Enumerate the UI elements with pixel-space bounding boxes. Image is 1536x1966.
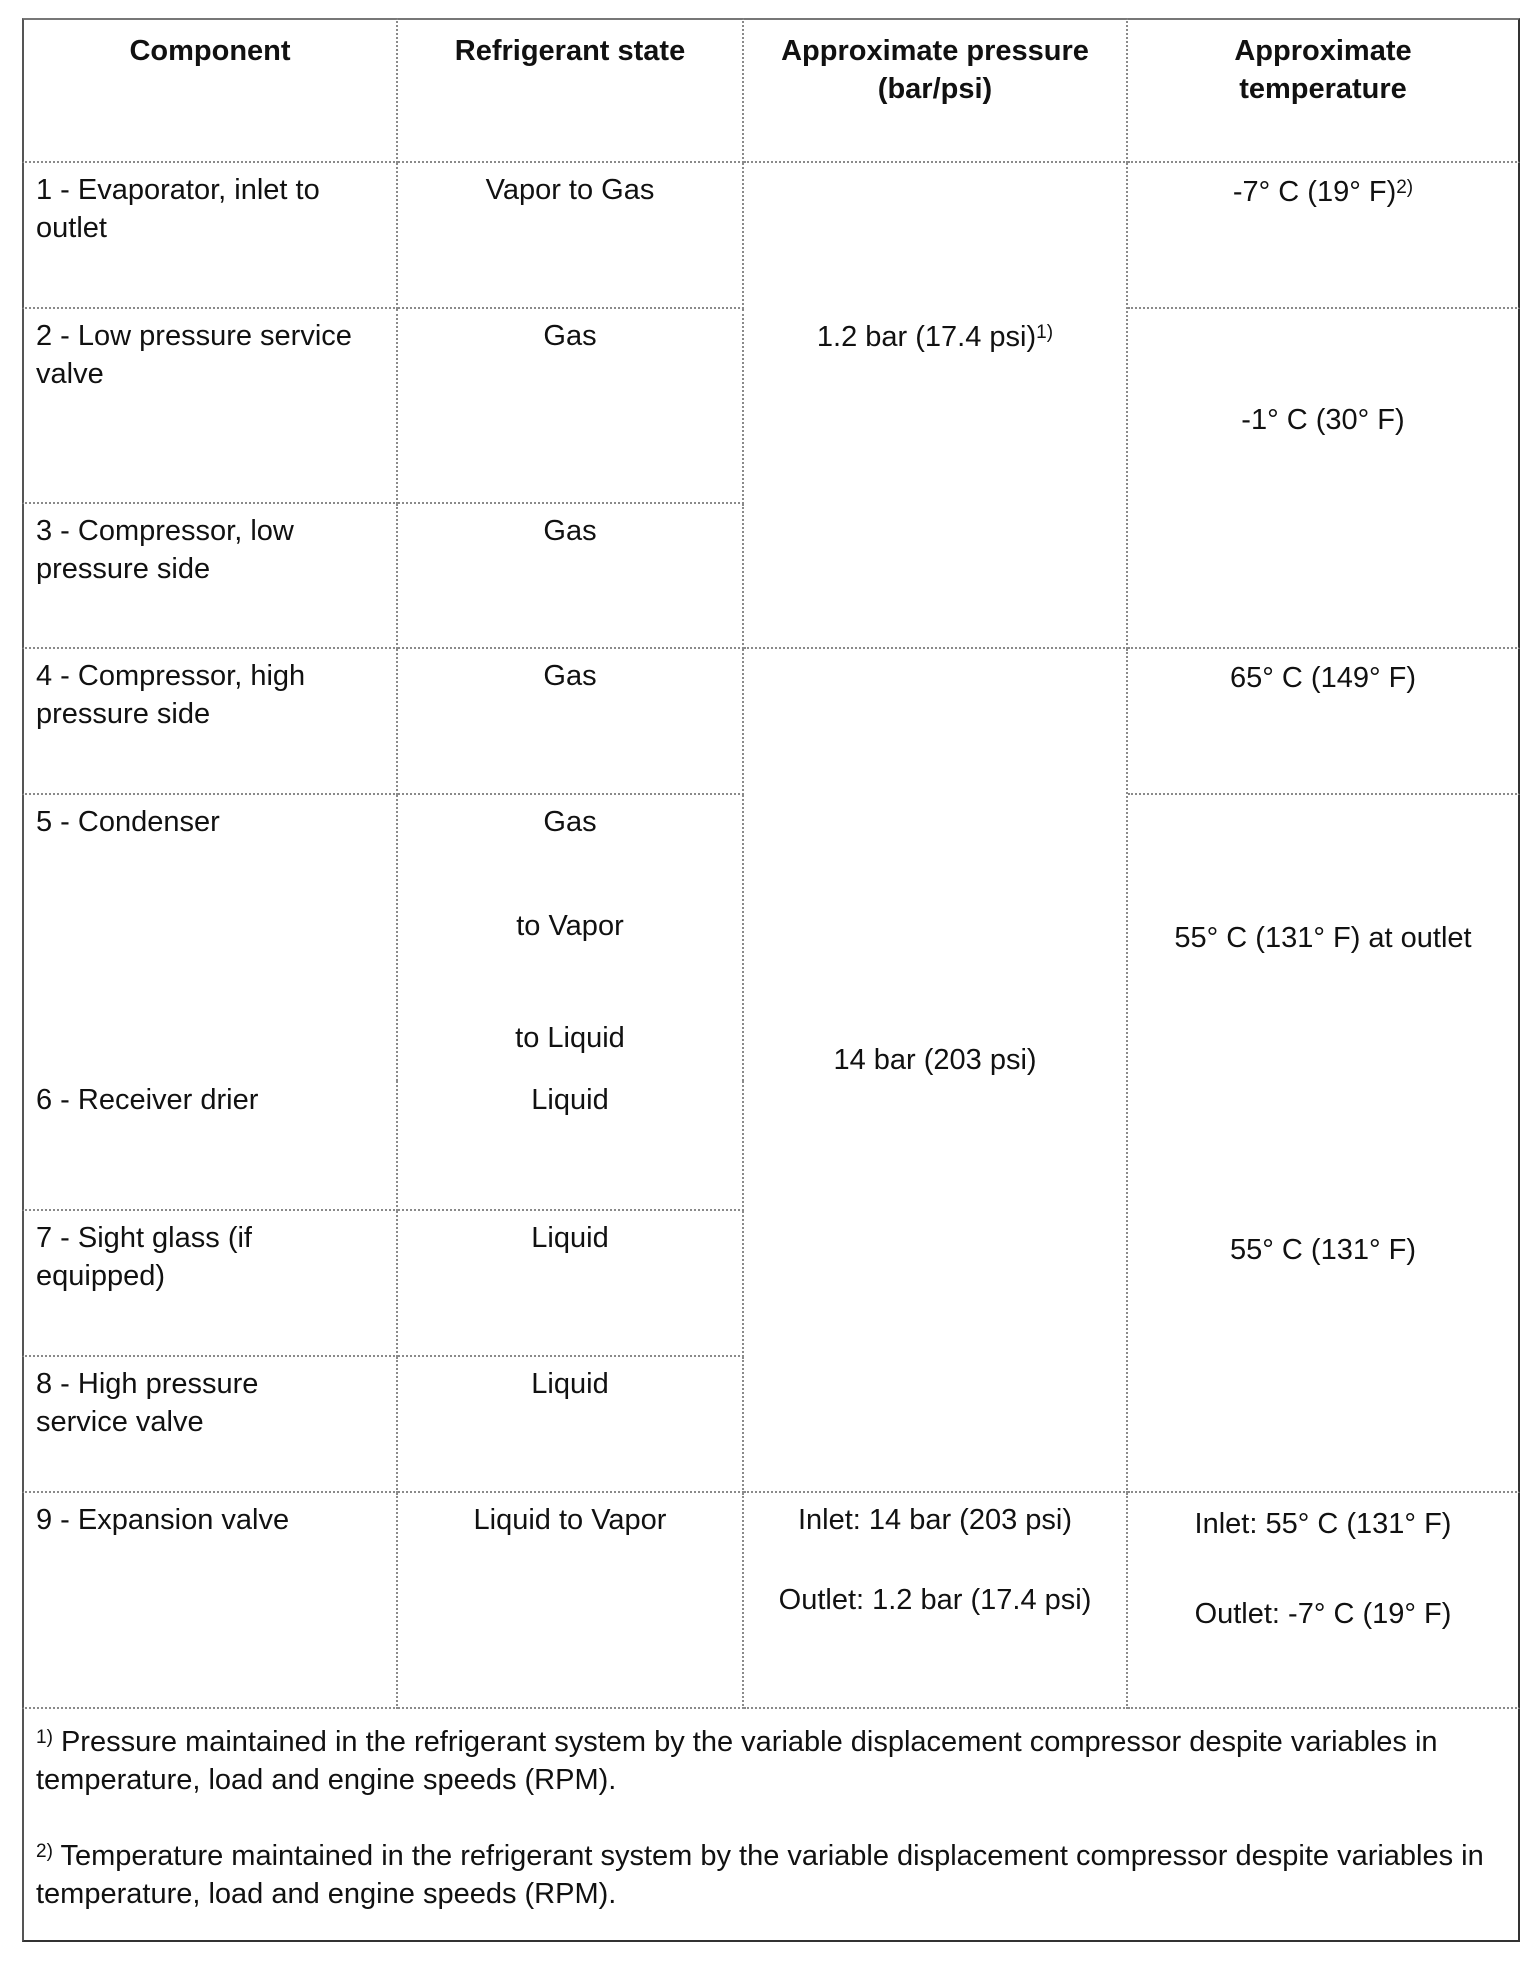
row4-state: Gas	[398, 649, 744, 795]
pressure-high-side: 14 bar (203 psi)	[744, 649, 1128, 1493]
row7-component: 7 - Sight glass (if equipped)	[22, 1211, 398, 1357]
header-component: Component	[22, 18, 398, 163]
row3-state: Gas	[398, 504, 744, 649]
footnote-2: $^{2)}$ Temperature maintained in the refrigerant system by the variable displacement compressor despite variables in temperature, load and engine speeds (RPM).	[36, 1840, 1484, 1910]
refrigerant-table-document	[22, 18, 1520, 1942]
row9-state: Liquid to Vapor	[398, 1493, 744, 1709]
row3-component: 3 - Compressor, low pressure side	[22, 504, 398, 649]
temp-evaporator: -7° C (19° F)$^{2)}$	[1128, 163, 1520, 309]
header-approximate-temperature: Approximate temperature	[1128, 18, 1520, 163]
temp-low-pressure-side: -1° C (30° F)	[1128, 309, 1520, 649]
row5-state: Gas to Vapor to Liquid	[398, 795, 744, 1081]
row9-pressure: Inlet: 14 bar (203 psi) Outlet: 1.2 bar (17.4 psi)	[744, 1493, 1128, 1709]
row8-component: 8 - High pressure service valve	[22, 1357, 398, 1493]
footnote-1: $^{1)}$ Pressure maintained in the refrigerant system by the variable displacement compressor despite variables in temperature, load and engine speeds (RPM).	[36, 1726, 1438, 1796]
row6-component: 6 - Receiver drier	[22, 1081, 398, 1211]
temp-compressor-high: 65° C (149° F)	[1128, 649, 1520, 795]
footnotes	[22, 1709, 1520, 1942]
row8-state: Liquid	[398, 1357, 744, 1493]
refrigerant-table	[22, 18, 1520, 1942]
temp-receiver-to-service-valve: 55° C (131° F)	[1128, 1081, 1520, 1493]
header-approximate-pressure: Approximate pressure (bar/psi)	[744, 18, 1128, 163]
row9-temperature: Inlet: 55° C (131° F) Outlet: -7° C (19° F)	[1128, 1493, 1520, 1709]
row4-component: 4 - Compressor, high pressure side	[22, 649, 398, 795]
row6-state: Liquid	[398, 1081, 744, 1211]
row7-state: Liquid	[398, 1211, 744, 1357]
row1-component: 1 - Evaporator, inlet to outlet	[22, 163, 398, 309]
row9-component: 9 - Expansion valve	[22, 1493, 398, 1709]
header-refrigerant-state: Refrigerant state	[398, 18, 744, 163]
row2-component: 2 - Low pressure service valve	[22, 309, 398, 504]
row1-state: Vapor to Gas	[398, 163, 744, 309]
temp-condenser: 55° C (131° F) at outlet	[1128, 795, 1520, 1081]
pressure-low-side: 1.2 bar (17.4 psi)$^{1)}$	[744, 163, 1128, 649]
row2-state: Gas	[398, 309, 744, 504]
row5-component: 5 - Condenser	[22, 795, 398, 1081]
